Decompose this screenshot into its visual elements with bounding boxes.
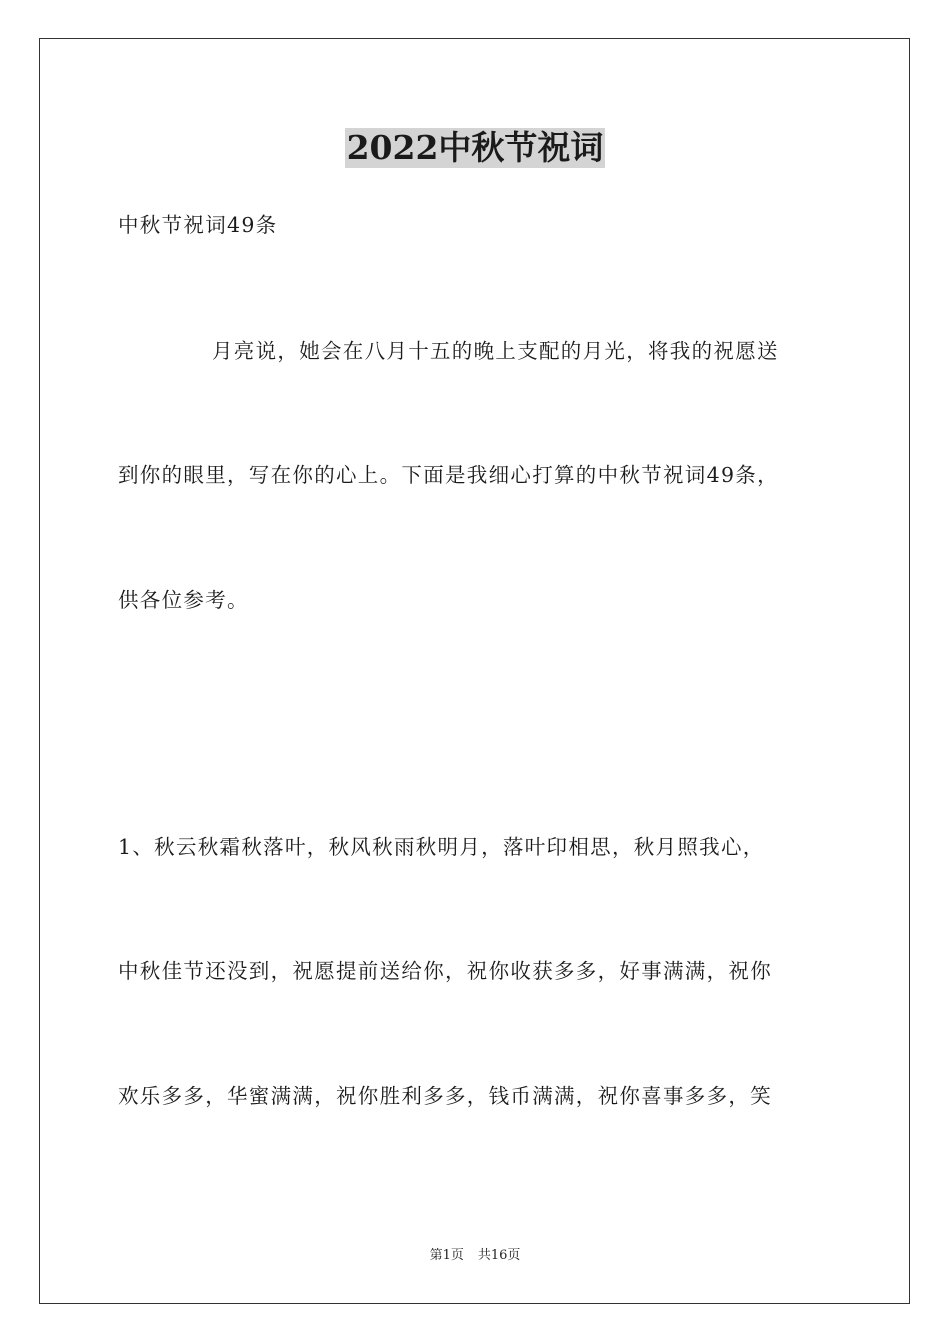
body-line-5: 中秋佳节还没到，祝愿提前送给你，祝你收获多多，好事满满，祝你 (118, 959, 772, 983)
page-total: 共16页 (477, 1248, 521, 1263)
page-footer (0, 1247, 950, 1265)
body-line-4: 1、秋云秋霜秋落叶，秋风秋雨秋明月，落叶印相思，秋月照我心， (118, 835, 765, 859)
document-title: 2022中秋节祝词 (346, 128, 604, 167)
document-subtitle: 中秋节祝词49条 (118, 213, 278, 237)
page-number: 第1页 (429, 1248, 464, 1263)
title-container (0, 128, 950, 168)
body-line-6: 欢乐多多，华蜜满满，祝你胜利多多，钱币满满，祝你喜事多多，笑 (118, 1084, 772, 1108)
body-line-3: 供各位参考。 (118, 588, 249, 612)
body-line-2: 到你的眼里，写在你的心上。下面是我细心打算的中秋节祝词49条， (118, 463, 779, 487)
body-line-1: 月亮说，她会在八月十五的晚上支配的月光，将我的祝愿送 (212, 339, 779, 363)
